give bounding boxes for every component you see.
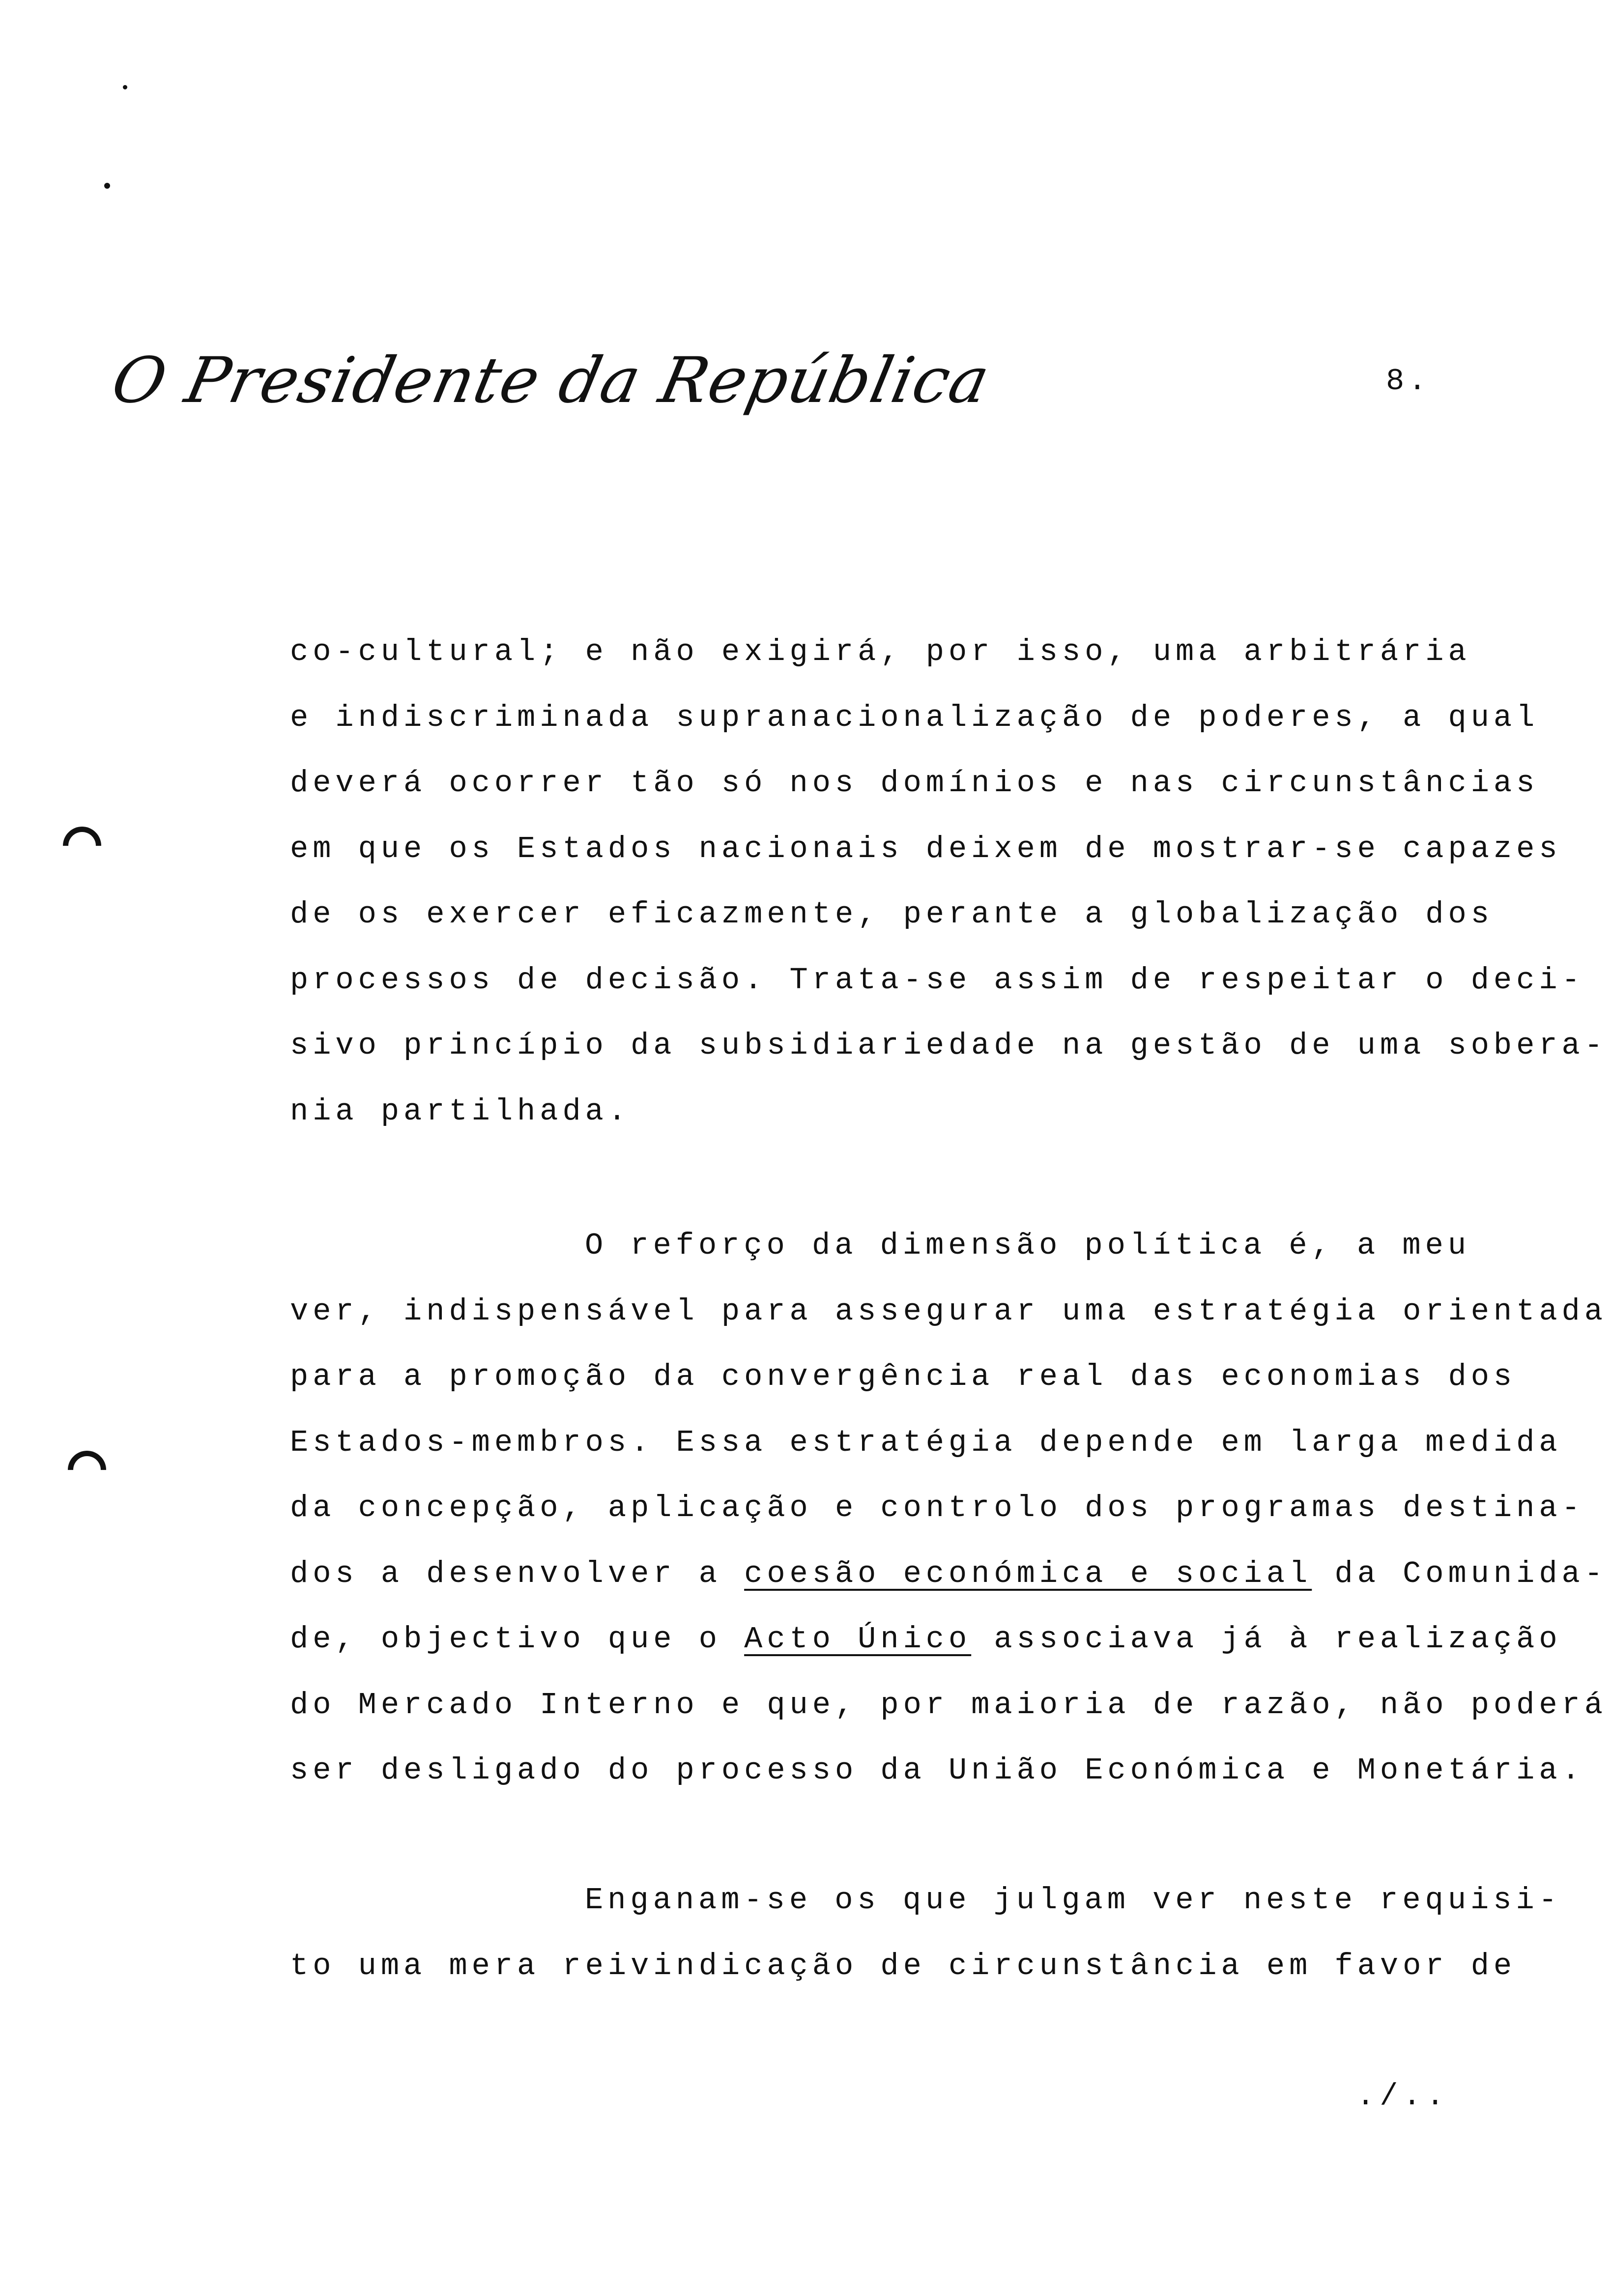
underlined-term: Acto Único [744,1622,972,1657]
text-line: da concepção, aplicação e controlo dos programas destina- [290,1491,1584,1525]
text-line: de os exercer eficazmente, perante a globalização dos [290,897,1494,932]
underlined-term: coesão económica e social [744,1556,1312,1591]
scan-speck [104,183,110,189]
text-line: to uma mera reivindicação de circunstância em favor de [290,1948,1517,1983]
text-line: processos de decisão. Trata-se assim de respeitar o deci- [290,962,1584,998]
text-line: co-cultural; e não exigirá, por isso, uma arbitrária [290,634,1471,669]
text-line: Estados-membros. Essa estratégia depende em larga medida [290,1425,1562,1460]
text-segment: de, objectivo que o [290,1622,745,1657]
punch-hole-mark [60,1443,114,1497]
text-line: ser desligado do processo da União Económica e Monetária. [290,1753,1584,1788]
text-line [290,1541,1607,1607]
page-number: 8. [1386,364,1431,399]
text-segment: da Comunida- [1312,1556,1607,1591]
text-segment: associava já à realização [971,1622,1562,1657]
paragraph-3 [290,1867,1561,1999]
paragraph-1 [290,619,1607,1144]
text-line: Enganam-se os que julgam ver neste requisi- [585,1883,1561,1918]
text-line: para a promoção da convergência real das economias dos [290,1359,1517,1394]
paragraph-2 [290,1213,1607,1804]
scan-speck [123,85,127,89]
text-line: nia partilhada. [290,1093,631,1129]
text-line: do Mercado Interno e que, por maioria de razão, não poderá [290,1687,1607,1722]
text-line [290,1607,1562,1672]
text-line: sivo princípio da subsidiariedade na gestão de uma sobera- [290,1028,1607,1063]
text-line: O reforço da dimensão política é, a meu [585,1228,1471,1263]
text-line: ver, indispensável para assegurar uma estratégia orientada [290,1293,1607,1329]
text-line: e indiscriminada supranacionalização de poderes, a qual [290,700,1539,735]
continuation-mark: ./.. [1356,2079,1449,2114]
letterhead: O Presidente da República [106,344,997,417]
text-line: deverá ocorrer tão só nos domínios e nas circunstâncias [290,766,1539,801]
text-segment: dos a desenvolver a [290,1556,745,1591]
punch-hole-mark [55,819,109,873]
text-line: em que os Estados nacionais deixem de mostrar-se capazes [290,831,1562,866]
